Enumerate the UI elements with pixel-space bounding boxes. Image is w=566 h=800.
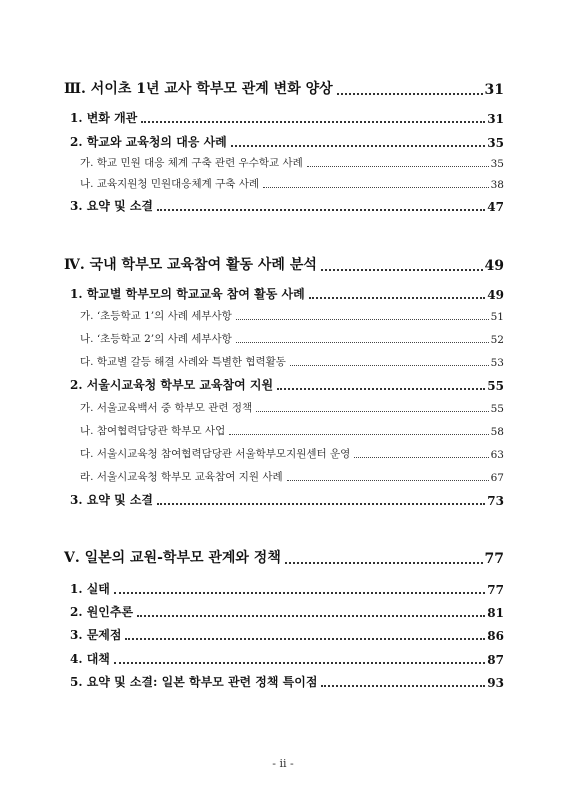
toc-page-number: 52	[490, 334, 504, 346]
toc-subsection[interactable]	[80, 354, 504, 369]
toc-section[interactable]	[70, 197, 504, 214]
toc-page-number: 35	[487, 136, 504, 150]
toc-chapter-4[interactable]	[64, 254, 504, 274]
leader-dots	[141, 121, 485, 123]
toc-page-number: 35	[490, 158, 504, 170]
toc-label: 나. 참여협력담당관 학부모 사업	[80, 425, 226, 437]
toc-page-number: 86	[487, 629, 504, 643]
toc-label: 라. 서울시교육청 학부모 교육참여 지원 사례	[80, 471, 283, 483]
leader-dots	[236, 319, 489, 320]
leader-dots	[229, 434, 488, 435]
leader-dots	[337, 93, 483, 95]
toc-label: 3. 요약 및 소결	[70, 199, 154, 213]
toc-label: 2. 원인추론	[70, 605, 134, 619]
toc-page-number: 55	[487, 379, 504, 393]
toc-label: 가. 학교 민원 대응 체계 구축 관련 우수학교 사례	[80, 157, 303, 169]
leader-dots	[263, 187, 489, 188]
toc-section[interactable]	[70, 673, 504, 690]
toc-chapter-3[interactable]	[64, 78, 504, 98]
toc-page-number: 49	[487, 288, 504, 302]
toc-label: 3. 문제점	[70, 628, 122, 642]
toc-chapter-5[interactable]	[64, 547, 504, 567]
toc-label: 2. 학교와 교육청의 대응 사례	[70, 135, 227, 149]
toc-label: 다. 학교별 갈등 해결 사례와 특별한 협력활동	[80, 356, 286, 368]
page-footer: - ii -	[272, 757, 294, 770]
leader-dots	[114, 662, 485, 664]
toc-section[interactable]	[70, 650, 504, 667]
toc-label: 5. 요약 및 소결: 일본 학부모 관련 정책 특이점	[70, 675, 318, 689]
toc-label: 나. ‘초등학교 2’의 사례 세부사항	[80, 333, 232, 345]
leader-dots	[285, 562, 483, 564]
toc-label: 나. 교육지원청 민원대응체계 구축 사례	[80, 178, 259, 190]
toc-page-number: 31	[484, 82, 504, 98]
toc-page-number: 49	[484, 258, 504, 274]
toc-page-number: 38	[490, 179, 504, 191]
toc-section[interactable]	[70, 109, 504, 126]
toc-section[interactable]	[70, 285, 504, 302]
leader-dots	[321, 269, 483, 271]
leader-dots	[277, 388, 485, 390]
toc-label: 4. 대책	[70, 652, 110, 666]
toc-label: Ⅲ. 서이초 1년 교사 학부모 관계 변화 양상	[64, 81, 333, 97]
toc-subsection[interactable]	[80, 176, 504, 191]
leader-dots	[114, 592, 485, 594]
toc-label: 가. 서울교육백서 중 학부모 관련 정책	[80, 402, 253, 414]
leader-dots	[157, 209, 485, 211]
toc-subsection[interactable]	[80, 423, 504, 438]
toc-page-number: 67	[490, 472, 504, 484]
toc-page-number: 58	[490, 426, 504, 438]
toc-subsection[interactable]	[80, 469, 504, 484]
toc-page-number: 77	[484, 551, 504, 567]
leader-dots	[236, 342, 489, 343]
toc-subsection[interactable]	[80, 331, 504, 346]
toc-label: 1. 실태	[70, 582, 110, 596]
leader-dots	[256, 411, 488, 412]
toc-label: 3. 요약 및 소결	[70, 493, 154, 507]
toc-page-number: 31	[487, 112, 504, 126]
leader-dots	[321, 685, 485, 687]
toc-section[interactable]	[70, 603, 504, 620]
toc-label: Ⅴ. 일본의 교원-학부모 관계와 정책	[64, 550, 281, 566]
toc-label: Ⅳ. 국내 학부모 교육참여 활동 사례 분석	[64, 257, 317, 273]
leader-dots	[309, 297, 486, 299]
toc-subsection[interactable]	[80, 400, 504, 415]
toc-label: 다. 서울시교육청 참여협력담당관 서울학부모지원센터 운영	[80, 448, 351, 460]
toc-section[interactable]	[70, 133, 504, 150]
toc-subsection[interactable]	[80, 155, 504, 170]
leader-dots	[287, 480, 489, 481]
toc-section[interactable]	[70, 491, 504, 508]
toc-page-number: 51	[490, 311, 504, 323]
leader-dots	[157, 503, 485, 505]
leader-dots	[125, 638, 485, 640]
toc-subsection[interactable]	[80, 308, 504, 323]
leader-dots	[137, 615, 485, 617]
toc-page-number: 63	[490, 449, 504, 461]
toc-section[interactable]	[70, 626, 504, 643]
leader-dots	[290, 365, 489, 366]
leader-dots	[307, 166, 489, 167]
toc-label: 1. 학교별 학부모의 학교교육 참여 활동 사례	[70, 287, 305, 301]
toc-label: 가. ‘초등학교 1’의 사례 세부사항	[80, 310, 232, 322]
toc-section[interactable]	[70, 580, 504, 597]
toc-label: 1. 변화 개관	[70, 111, 138, 125]
toc-page-number: 87	[487, 653, 504, 667]
toc-page-number: 53	[490, 357, 504, 369]
leader-dots	[354, 457, 488, 458]
toc-page-number: 93	[487, 676, 504, 690]
toc-page-number: 73	[487, 494, 504, 508]
toc-section[interactable]	[70, 376, 504, 393]
leader-dots	[231, 145, 486, 147]
toc-subsection[interactable]	[80, 446, 504, 461]
toc-page-number: 47	[487, 200, 504, 214]
toc-page-number: 81	[487, 606, 504, 620]
toc-label: 2. 서울시교육청 학부모 교육참여 지원	[70, 378, 274, 392]
toc-page-number: 55	[490, 403, 504, 415]
toc-page-number: 77	[487, 583, 504, 597]
